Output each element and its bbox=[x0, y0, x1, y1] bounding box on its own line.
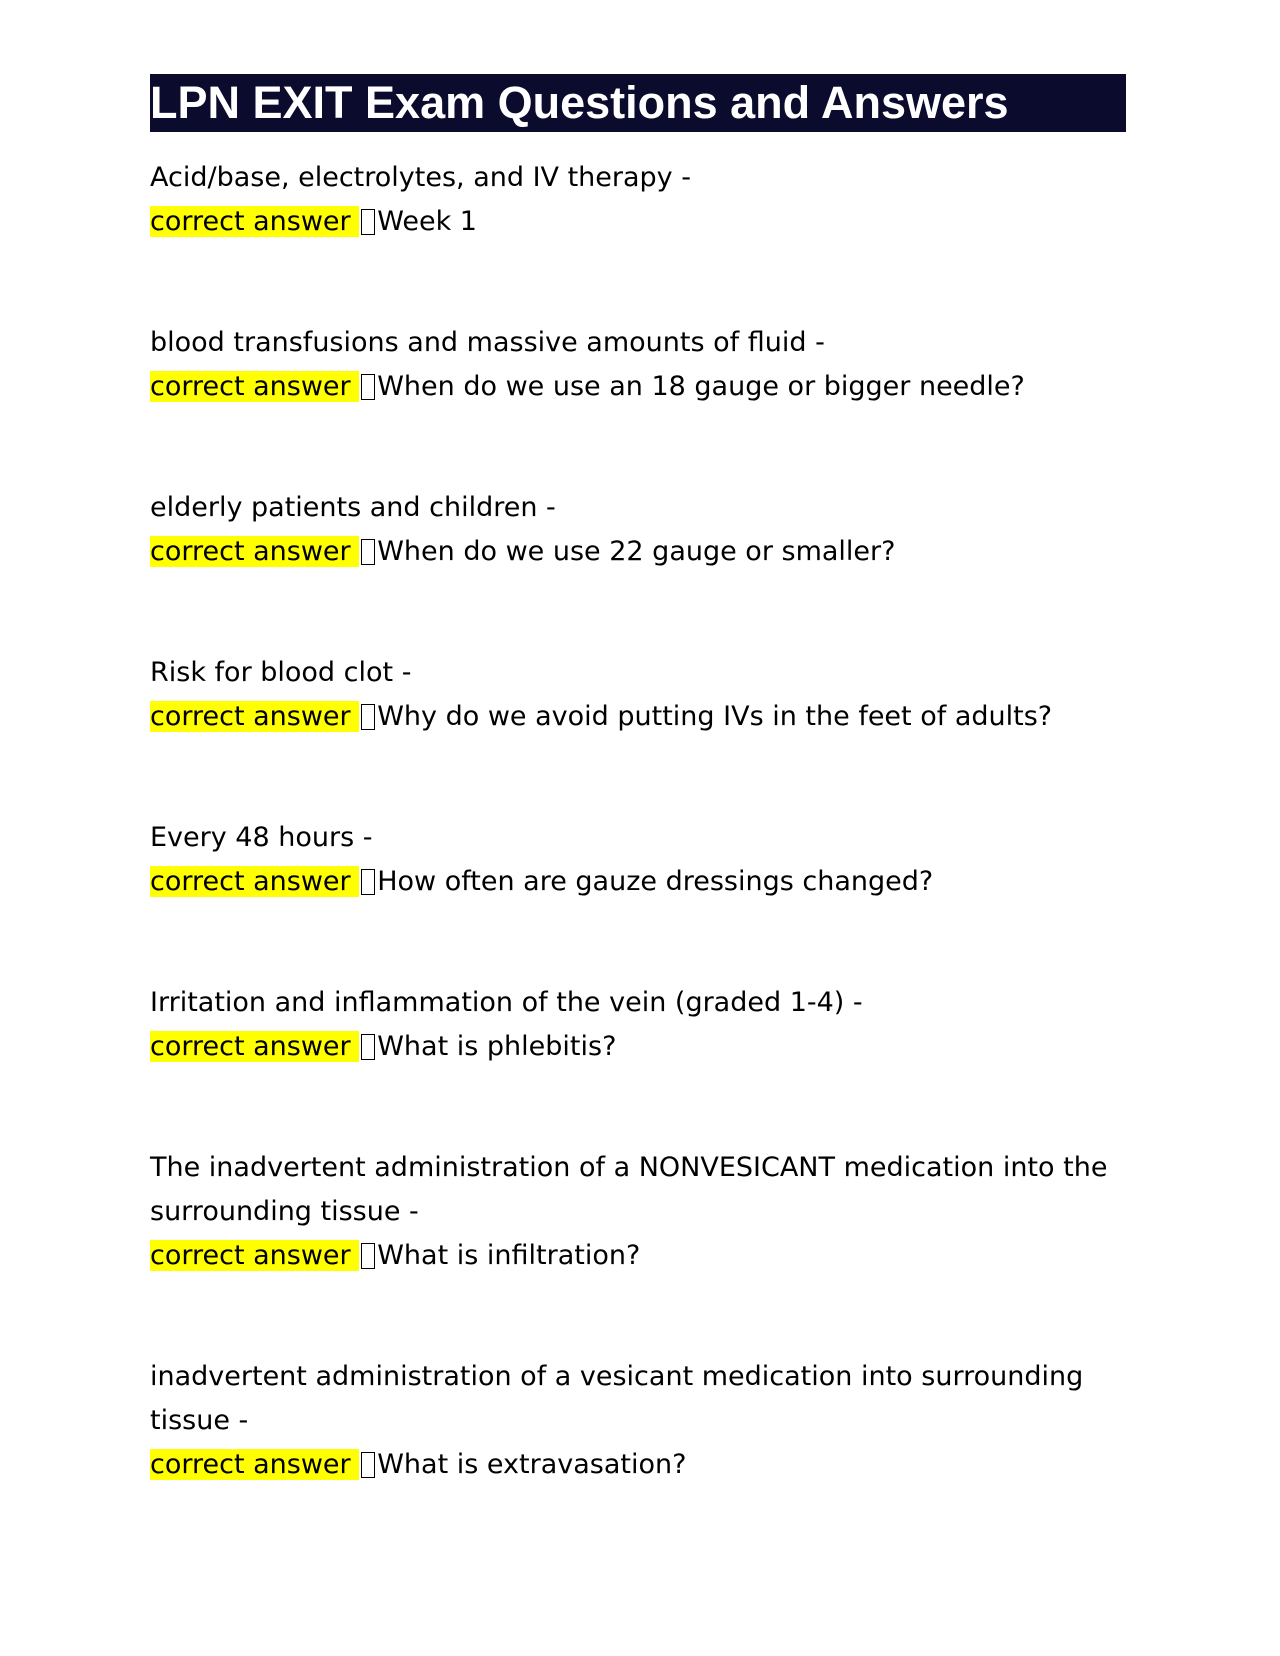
answer-label: correct answer bbox=[150, 701, 360, 732]
answer-text: When do we use an 18 gauge or bigger needle? bbox=[377, 371, 1025, 402]
qa-item bbox=[150, 1355, 1130, 1487]
qa-answer-line bbox=[150, 695, 1130, 739]
qa-term: Acid/base, electrolytes, and IV therapy - bbox=[150, 162, 691, 193]
qa-answer-line bbox=[150, 530, 1130, 574]
qa-term: Irritation and inflammation of the vein (graded 1-4) - bbox=[150, 987, 863, 1018]
qa-answer-line bbox=[150, 1025, 1130, 1069]
qa-answer-line bbox=[150, 365, 1130, 409]
answer-label: correct answer bbox=[150, 371, 360, 402]
answer-label: correct answer bbox=[150, 536, 360, 567]
missing-glyph-box-icon bbox=[361, 869, 375, 895]
missing-glyph-box-icon bbox=[361, 704, 375, 730]
answer-text: What is extravasation? bbox=[377, 1449, 687, 1480]
missing-glyph-box-icon bbox=[361, 1034, 375, 1060]
qa-answer-line bbox=[150, 1443, 1130, 1487]
qa-item bbox=[150, 816, 1130, 904]
answer-text: What is infiltration? bbox=[377, 1240, 641, 1271]
answer-label: correct answer bbox=[150, 1449, 360, 1480]
qa-item bbox=[150, 486, 1130, 574]
answer-text: How often are gauze dressings changed? bbox=[377, 866, 934, 897]
qa-item bbox=[150, 1146, 1130, 1278]
answer-text: Week 1 bbox=[377, 206, 477, 237]
answer-label: correct answer bbox=[150, 1240, 360, 1271]
answer-label: correct answer bbox=[150, 866, 360, 897]
qa-term: Every 48 hours - bbox=[150, 822, 373, 853]
missing-glyph-box-icon bbox=[361, 1243, 375, 1269]
missing-glyph-box-icon bbox=[361, 539, 375, 565]
qa-term: blood transfusions and massive amounts of fluid - bbox=[150, 327, 825, 358]
answer-text: Why do we avoid putting IVs in the feet of adults? bbox=[377, 701, 1053, 732]
document-title: LPN EXIT Exam Questions and Answers bbox=[150, 74, 1126, 132]
missing-glyph-box-icon bbox=[361, 374, 375, 400]
answer-text: What is phlebitis? bbox=[377, 1031, 617, 1062]
qa-item bbox=[150, 981, 1130, 1069]
answer-label: correct answer bbox=[150, 1031, 360, 1062]
answer-label: correct answer bbox=[150, 206, 360, 237]
qa-item bbox=[150, 651, 1130, 739]
qa-answer-line bbox=[150, 200, 1130, 244]
qa-term: The inadvertent administration of a NONVESICANT medication into the surrounding tissue - bbox=[150, 1152, 1108, 1227]
qa-item bbox=[150, 156, 1130, 244]
missing-glyph-box-icon bbox=[361, 209, 375, 235]
qa-term: elderly patients and children - bbox=[150, 492, 556, 523]
qa-term: inadvertent administration of a vesicant medication into surrounding tissue - bbox=[150, 1361, 1084, 1436]
qa-answer-line bbox=[150, 860, 1130, 904]
qa-item bbox=[150, 321, 1130, 409]
missing-glyph-box-icon bbox=[361, 1452, 375, 1478]
qa-term: Risk for blood clot - bbox=[150, 657, 412, 688]
document-page bbox=[150, 74, 1130, 1487]
answer-text: When do we use 22 gauge or smaller? bbox=[377, 536, 896, 567]
qa-answer-line bbox=[150, 1234, 1130, 1278]
qa-list bbox=[150, 156, 1130, 1487]
